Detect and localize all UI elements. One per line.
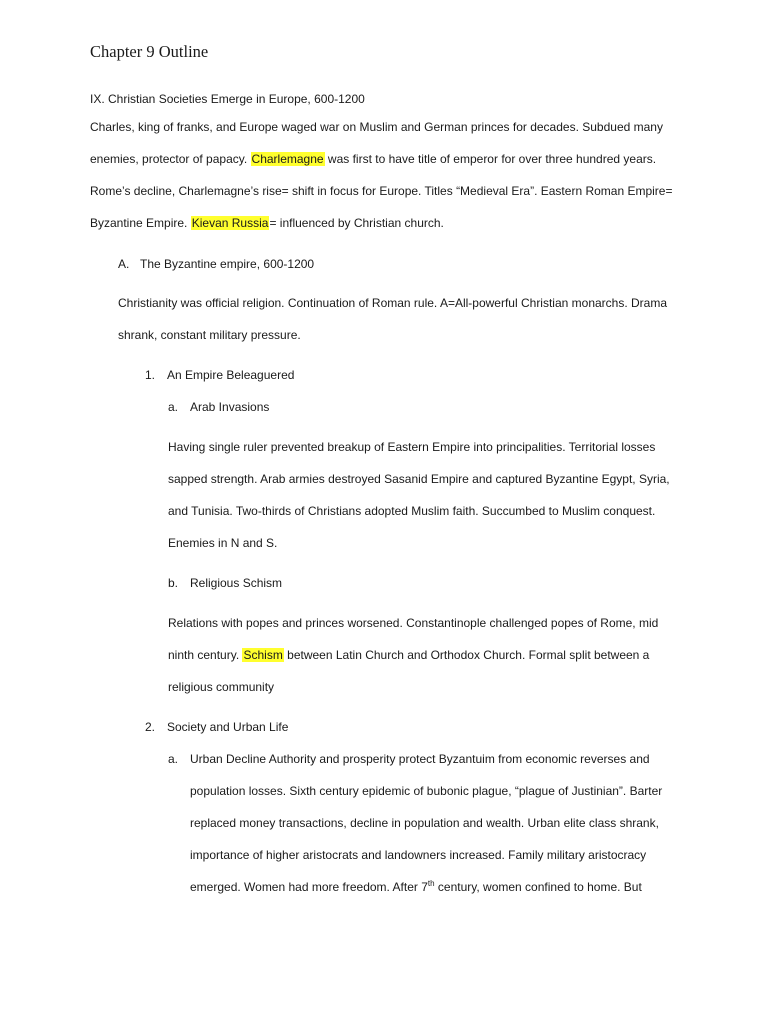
- section-a-line-1: Christianity was official religion. Continuation of Roman rule. A=All-powerful Christian monarchs. Drama: [118, 296, 668, 310]
- item-1b-line-1: Relations with popes and princes worsened. Constantinople challenged popes of Rome, mid: [168, 616, 659, 630]
- item-1b-text: between Latin Church and Orthodox Church. Formal split between a: [283, 648, 650, 662]
- highlight-kievan-russia: Kievan Russia: [191, 216, 269, 230]
- intro-text: Byzantine Empire.: [90, 216, 191, 230]
- item-2a-line-5: [190, 879, 642, 895]
- item-1a-title: Arab Invasions: [190, 400, 270, 414]
- intro-line-2: [90, 151, 656, 167]
- section-a-marker: A.: [118, 257, 130, 271]
- chapter-title: Chapter 9 Outline: [90, 42, 209, 61]
- intro-line-1: Charles, king of franks, and Europe waged war on Muslim and German princes for decades. Subdued many: [90, 120, 663, 134]
- item-1a-line-2: sapped strength. Arab armies destroyed Sasanid Empire and captured Byzantine Egypt, Syria,: [168, 472, 670, 486]
- item-2a-line-1: Urban Decline Authority and prosperity protect Byzantuim from economic reverses and: [190, 752, 650, 766]
- item-1a-line-1: Having single ruler prevented breakup of Eastern Empire into principalities. Territorial losses: [168, 440, 656, 454]
- superscript-th: th: [427, 879, 435, 888]
- item-1b-title: Religious Schism: [190, 576, 283, 590]
- item-1a-line-3: and Tunisia. Two-thirds of Christians adopted Muslim faith. Succumbed to Muslim conquest.: [168, 504, 656, 518]
- item-2a-text: century, women confined to home. But: [434, 880, 642, 894]
- item-2a-marker: a.: [168, 752, 179, 766]
- section-a-title: The Byzantine empire, 600-1200: [140, 257, 315, 271]
- intro-line-4: [90, 215, 444, 231]
- intro-line-3: Rome’s decline, Charlemagne’s rise= shift in focus for Europe. Titles “Medieval Era”. Eastern Roman Empire=: [90, 184, 673, 198]
- section-a-line-2: shrank, constant military pressure.: [118, 328, 301, 342]
- item-1b-line-3: religious community: [168, 680, 275, 694]
- highlight-schism: Schism: [243, 648, 283, 662]
- item-2-title: Society and Urban Life: [167, 720, 289, 734]
- item-1a-marker: a.: [168, 400, 179, 414]
- item-1a-line-4: Enemies in N and S.: [168, 536, 278, 550]
- item-2a-line-4: importance of higher aristocrats and landowners increased. Family military aristocracy: [190, 848, 647, 862]
- item-1b-text: ninth century.: [168, 648, 243, 662]
- intro-text: was first to have title of emperor for over three hundred years.: [324, 152, 657, 166]
- item-2a-line-2: population losses. Sixth century epidemic of bubonic plague, “plague of Justinian”. Barter: [190, 784, 663, 798]
- item-2-marker: 2.: [145, 720, 156, 734]
- intro-text: enemies, protector of papacy.: [90, 152, 251, 166]
- item-2a-line-3: replaced money transactions, decline in population and wealth. Urban elite class shrank,: [190, 816, 659, 830]
- item-1-title: An Empire Beleaguered: [167, 368, 295, 382]
- section-heading: IX. Christian Societies Emerge in Europe, 600-1200: [90, 92, 365, 106]
- item-1b-line-2: [168, 647, 649, 663]
- item-1b-marker: b.: [168, 576, 179, 590]
- item-1-marker: 1.: [145, 368, 156, 382]
- item-2a-text: emerged. Women had more freedom. After 7: [190, 880, 428, 894]
- intro-text: = influenced by Christian church.: [269, 216, 444, 230]
- highlight-charlemagne: Charlemagne: [251, 152, 324, 166]
